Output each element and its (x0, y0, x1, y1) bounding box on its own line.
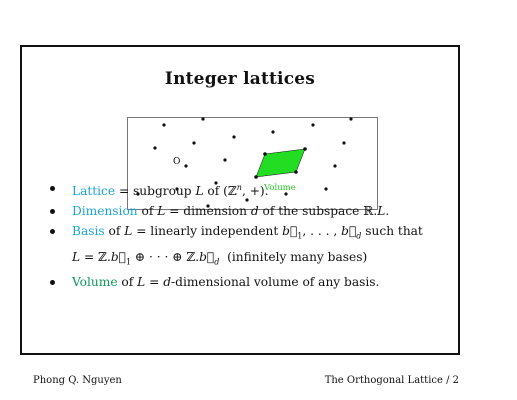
term-basis: Basis (72, 224, 105, 239)
lattice-point (201, 117, 204, 120)
lattice-point (223, 158, 226, 161)
bullet-dot (50, 209, 55, 214)
text: of the subspace ℝ. (258, 204, 378, 219)
lattice-point (311, 123, 314, 126)
bullet-dot (50, 280, 55, 285)
lattice-point (184, 164, 187, 167)
text: of (117, 274, 138, 289)
lattice-point (153, 146, 156, 149)
term-lattice: Lattice (72, 184, 116, 199)
volume-parallelogram (256, 149, 305, 177)
volume-label: Volume (264, 183, 296, 193)
math-var: L (157, 204, 166, 219)
math-vector: b⃗ (282, 224, 298, 239)
math-var: L (195, 184, 204, 199)
math-var: d (163, 274, 172, 289)
lattice-point (333, 164, 336, 167)
math-var: L (377, 204, 386, 219)
text: = dimension (165, 204, 251, 219)
text: = subgroup (115, 184, 196, 199)
lattice-point (162, 123, 165, 126)
lattice-point (271, 130, 274, 133)
text: , . . . , (302, 224, 342, 239)
footer-page: The Orthogonal Lattice / 2 (324, 375, 459, 386)
math-vector: b⃗ (199, 249, 215, 264)
math-var: d (250, 204, 259, 219)
text: -dimensional volume of any basis. (171, 274, 380, 289)
text: = linearly independent (132, 224, 283, 239)
math-var: L (72, 249, 81, 264)
text: of (ℤ (203, 184, 237, 199)
footer-author: Phong Q. Nguyen (33, 375, 122, 386)
text: . (385, 204, 390, 219)
bullet-list (48, 178, 438, 292)
text: ⊕ · · · ⊕ ℤ. (131, 249, 200, 264)
math-sub: d (356, 231, 362, 241)
math-sub: 1 (125, 256, 132, 266)
text: of (137, 204, 158, 219)
origin-label: O (173, 157, 181, 167)
lattice-point (294, 170, 298, 174)
text: , +). (241, 184, 269, 199)
bullet-basis-continuation (48, 247, 438, 272)
lattice-point (349, 117, 352, 120)
text: of (104, 224, 125, 239)
math-sub: d (214, 256, 220, 266)
math-var: L (124, 224, 133, 239)
slide-title: Integer lattices (164, 69, 316, 89)
math-var: L (137, 274, 146, 289)
bullet-volume (48, 272, 438, 292)
text: (infinitely many bases) (219, 249, 368, 264)
math-sub: 1 (297, 231, 303, 241)
term-dimension: Dimension (72, 204, 138, 219)
lattice-point (232, 135, 235, 138)
bullet-lattice (48, 178, 438, 201)
text: = ℤ. (80, 249, 111, 264)
lattice-point (263, 152, 267, 156)
text: such that (361, 224, 423, 239)
bullet-dot (50, 186, 55, 191)
math-vector: b⃗ (341, 224, 357, 239)
bullet-dot (50, 229, 55, 234)
lattice-point (192, 141, 195, 144)
bullet-dimension (48, 201, 438, 221)
lattice-point (303, 147, 307, 151)
text: = (145, 274, 164, 289)
math-sup: n (236, 183, 242, 192)
lattice-point (342, 141, 345, 144)
bullet-basis (48, 221, 438, 246)
term-volume: Volume (72, 274, 118, 289)
math-vector: b⃗ (110, 249, 126, 264)
